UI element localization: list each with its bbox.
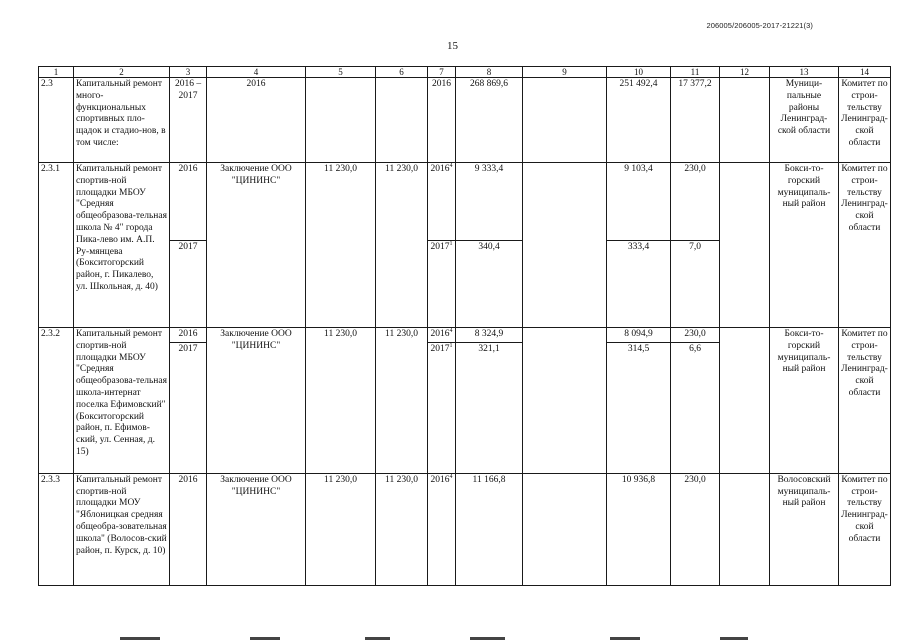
project-name: Капитальный ремонт много-функциональных спортивных пло-щадок и стадио-нов, в том числе: xyxy=(74,78,170,163)
table-row xyxy=(39,78,891,163)
total-amount: 9 333,4 xyxy=(456,163,523,241)
estimated-cost: 11 230,0 xyxy=(306,163,376,328)
scan-edge-marks xyxy=(0,636,905,640)
empty-cell xyxy=(523,473,607,585)
column-number: 14 xyxy=(839,67,891,78)
empty-cell xyxy=(720,163,770,328)
funding-year: 2016$^4$ xyxy=(428,473,456,585)
row-number: 2.3 xyxy=(39,78,74,163)
column-number: 5 xyxy=(306,67,376,78)
funding-year: 2017$^1$ xyxy=(428,342,456,473)
recipient: Бокси-то-горский муниципаль-ный район xyxy=(770,163,839,328)
basis: Заключение ООО "ЦИНИНС" xyxy=(207,163,306,328)
basis: Заключение ООО "ЦИНИНС" xyxy=(207,473,306,585)
local-amount: 230,0 xyxy=(671,328,720,343)
column-number: 12 xyxy=(720,67,770,78)
regional-amount: 314,5 xyxy=(607,342,671,473)
recipient: Волосовский муниципаль-ный район xyxy=(770,473,839,585)
funding-year: 2017$^1$ xyxy=(428,241,456,328)
table-row xyxy=(39,163,891,241)
row-number: 2.3.3 xyxy=(39,473,74,585)
cost-cell xyxy=(376,78,428,163)
regional-amount: 8 094,9 xyxy=(607,328,671,343)
regional-amount: 251 492,4 xyxy=(607,78,671,163)
period: 2017 xyxy=(170,342,207,473)
column-number: 3 xyxy=(170,67,207,78)
table-row xyxy=(39,328,891,343)
column-number: 8 xyxy=(456,67,523,78)
project-name: Капитальный ремонт спортив-ной площадки МБОУ "Средняя общеобразова-тельная школа № 4" города Пика-лево им. А.П. Ру-мянцева (Бокситогорский район, г. Пикалево, ул. Школьная, д. 40) xyxy=(74,163,170,328)
empty-cell xyxy=(523,328,607,474)
local-amount: 7,0 xyxy=(671,241,720,328)
regional-amount: 9 103,4 xyxy=(607,163,671,241)
column-number-row xyxy=(39,67,891,78)
period: 2016 xyxy=(170,163,207,241)
total-amount: 321,1 xyxy=(456,342,523,473)
regional-amount: 333,4 xyxy=(607,241,671,328)
empty-cell xyxy=(720,328,770,474)
column-number: 6 xyxy=(376,67,428,78)
row-number: 2.3.2 xyxy=(39,328,74,474)
funding-year: 2016$^4$ xyxy=(428,163,456,241)
regional-amount: 10 936,8 xyxy=(607,473,671,585)
empty-cell xyxy=(720,78,770,163)
period: 2016 – 2017 xyxy=(170,78,207,163)
customer: Комитет по строи-тельству Ленинград-ской области xyxy=(839,328,891,474)
total-amount: 268 869,6 xyxy=(456,78,523,163)
column-number: 2 xyxy=(74,67,170,78)
local-amount: 6,6 xyxy=(671,342,720,473)
project-name: Капитальный ремонт спортив-ной площадки МБОУ "Средняя общеобразова-тельная школа-интернат поселка Ефимовский" (Бокситогорский район, п. Ефимов-ский, ул. Сенная, д. 15) xyxy=(74,328,170,474)
estimated-cost: 11 230,0 xyxy=(376,328,428,474)
column-number: 9 xyxy=(523,67,607,78)
column-number: 13 xyxy=(770,67,839,78)
basis: Заключение ООО "ЦИНИНС" xyxy=(207,328,306,474)
customer: Комитет по строи-тельству Ленинград-ской области xyxy=(839,78,891,163)
empty-cell xyxy=(523,163,607,328)
column-number: 10 xyxy=(607,67,671,78)
customer: Комитет по строи-тельству Ленинград-ской области xyxy=(839,473,891,585)
period: 2016 xyxy=(170,328,207,343)
period: 2017 xyxy=(170,241,207,328)
cost-cell xyxy=(306,78,376,163)
column-number: 1 xyxy=(39,67,74,78)
recipient: Муници-пальные районы Ленинград-ской области xyxy=(770,78,839,163)
project-name: Капитальный ремонт спортив-ной площадки МОУ "Яблоницкая средняя общеобра-зовательная школа" (Волосов-ский район, п. Курск, д. 10) xyxy=(74,473,170,585)
funding-year: 2016 xyxy=(428,78,456,163)
page-number: 15 xyxy=(447,40,458,52)
estimated-cost: 11 230,0 xyxy=(306,328,376,474)
estimated-cost: 11 230,0 xyxy=(376,473,428,585)
empty-cell xyxy=(720,473,770,585)
total-amount: 11 166,8 xyxy=(456,473,523,585)
local-amount: 17 377,2 xyxy=(671,78,720,163)
estimated-cost: 11 230,0 xyxy=(306,473,376,585)
column-number: 11 xyxy=(671,67,720,78)
document-id: 206005/206005-2017-21221(3) xyxy=(706,21,813,30)
recipient: Бокси-то-горский муниципаль-ный район xyxy=(770,328,839,474)
column-number: 4 xyxy=(207,67,306,78)
customer: Комитет по строи-тельству Ленинград-ской области xyxy=(839,163,891,328)
table-row xyxy=(39,473,891,585)
local-amount: 230,0 xyxy=(671,163,720,241)
basis: 2016 xyxy=(207,78,306,163)
column-number: 7 xyxy=(428,67,456,78)
estimated-cost: 11 230,0 xyxy=(376,163,428,328)
total-amount: 340,4 xyxy=(456,241,523,328)
period: 2016 xyxy=(170,473,207,585)
local-amount: 230,0 xyxy=(671,473,720,585)
row-number: 2.3.1 xyxy=(39,163,74,328)
funding-year: 2016$^4$ xyxy=(428,328,456,343)
total-amount: 8 324,9 xyxy=(456,328,523,343)
budget-table xyxy=(38,66,891,586)
empty-cell xyxy=(523,78,607,163)
